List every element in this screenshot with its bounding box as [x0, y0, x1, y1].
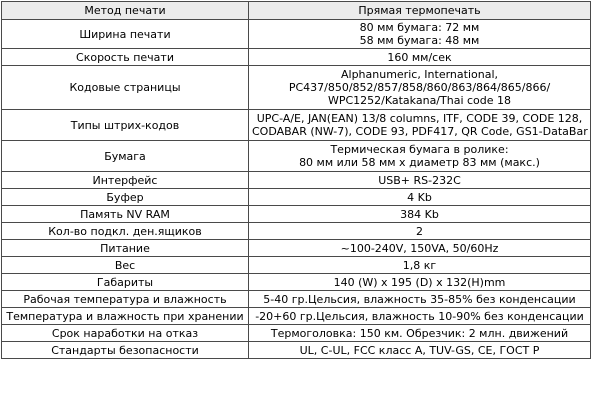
spec-value-cell — [249, 20, 591, 49]
spec-value-cell — [249, 223, 591, 240]
table-row — [2, 342, 591, 359]
table-row — [2, 274, 591, 291]
spec-value-cell — [249, 308, 591, 325]
spec-label-cell: Питание — [2, 240, 249, 257]
spec-value-line: 140 (W) x 195 (D) x 132(H)mm — [333, 275, 506, 289]
table-row — [2, 240, 591, 257]
spec-value-cell — [249, 66, 591, 110]
spec-value-line: 58 мм бумага: 48 мм — [359, 34, 480, 47]
table-row — [2, 257, 591, 274]
spec-value-line: USB+ RS-232C — [378, 173, 461, 187]
header-value-cell — [249, 2, 591, 20]
table-row — [2, 308, 591, 325]
table-header-row — [2, 2, 591, 20]
spec-value-line: 5-40 гр.Цельсия, влажность 35-85% без конденсации — [263, 292, 576, 306]
spec-label-cell: Кол-во подкл. ден.ящиков — [2, 223, 249, 240]
spec-label-cell: Температура и влажность при хранении — [2, 308, 249, 325]
spec-value-line: 4 Kb — [407, 190, 432, 204]
table-row — [2, 49, 591, 66]
spec-label-cell: Ширина печати — [2, 20, 249, 49]
spec-label-cell: Память NV RAM — [2, 206, 249, 223]
spec-value-line: UPC-A/E, JAN(EAN) 13/8 columns, ITF, CODE 39, CODE 128, — [256, 112, 583, 125]
spec-label-cell: Интерфейс — [2, 172, 249, 189]
spec-label-cell: Бумага — [2, 141, 249, 172]
table-row — [2, 66, 591, 110]
spec-label-cell: Стандарты безопасности — [2, 342, 249, 359]
spec-label-cell: Кодовые страницы — [2, 66, 249, 110]
spec-value-cell — [249, 206, 591, 223]
table-row — [2, 110, 591, 141]
table-row — [2, 189, 591, 206]
table-row — [2, 325, 591, 342]
spec-value-line: UL, C-UL, FCC класс A, TUV-GS, CE, ГОСТ Р — [299, 343, 540, 357]
table-row — [2, 206, 591, 223]
spec-label-cell: Габариты — [2, 274, 249, 291]
spec-value-cell — [249, 189, 591, 206]
spec-value-line: Термическая бумага в ролике: — [330, 143, 509, 156]
spec-value-cell — [249, 257, 591, 274]
spec-value-cell — [249, 110, 591, 141]
table-row — [2, 20, 591, 49]
table-row — [2, 223, 591, 240]
table-row — [2, 291, 591, 308]
spec-value-line: 80 мм или 58 мм x диаметр 83 мм (макс.) — [299, 156, 540, 169]
spec-value-cell — [249, 325, 591, 342]
header-value-line: Прямая термопечать — [358, 4, 481, 17]
spec-label-cell: Рабочая температура и влажность — [2, 291, 249, 308]
spec-label-cell: Срок наработки на отказ — [2, 325, 249, 342]
spec-value-line: Alphanumeric, International, — [340, 68, 499, 81]
spec-value-cell — [249, 49, 591, 66]
spec-value-cell — [249, 291, 591, 308]
spec-table-body — [2, 2, 591, 359]
spec-value-cell — [249, 240, 591, 257]
spec-value-line: 80 мм бумага: 72 мм — [359, 21, 480, 34]
spec-value-line: 384 Kb — [400, 207, 439, 221]
table-row — [2, 172, 591, 189]
spec-value-cell — [249, 141, 591, 172]
spec-value-line: WPC1252/Katakana/Thai code 18 — [327, 94, 512, 107]
spec-value-line: -20+60 гр.Цельсия, влажность 10-90% без конденсации — [255, 309, 584, 323]
spec-value-cell — [249, 172, 591, 189]
spec-label-cell: Вес — [2, 257, 249, 274]
spec-value-line: 1,8 кг — [402, 258, 437, 272]
table-row — [2, 141, 591, 172]
spec-value-line: Термоголовка: 150 км. Обрезчик: 2 млн. движений — [270, 326, 569, 340]
spec-value-cell — [249, 342, 591, 359]
spec-value-line: ~100-240V, 150VA, 50/60Hz — [340, 241, 499, 255]
spec-label-cell: Скорость печати — [2, 49, 249, 66]
spec-value-line: 2 — [416, 224, 423, 238]
spec-label-cell: Буфер — [2, 189, 249, 206]
spec-value-line: PC437/850/852/857/858/860/863/864/865/866/ — [288, 81, 551, 94]
spec-value-cell — [249, 274, 591, 291]
spec-table — [1, 1, 591, 359]
spec-value-line: 160 мм/сек — [387, 50, 452, 64]
header-label-cell: Метод печати — [2, 2, 249, 20]
spec-value-line: CODABAR (NW-7), CODE 93, PDF417, QR Code, GS1-DataBar — [252, 125, 588, 138]
spec-label-cell: Типы штрих-кодов — [2, 110, 249, 141]
